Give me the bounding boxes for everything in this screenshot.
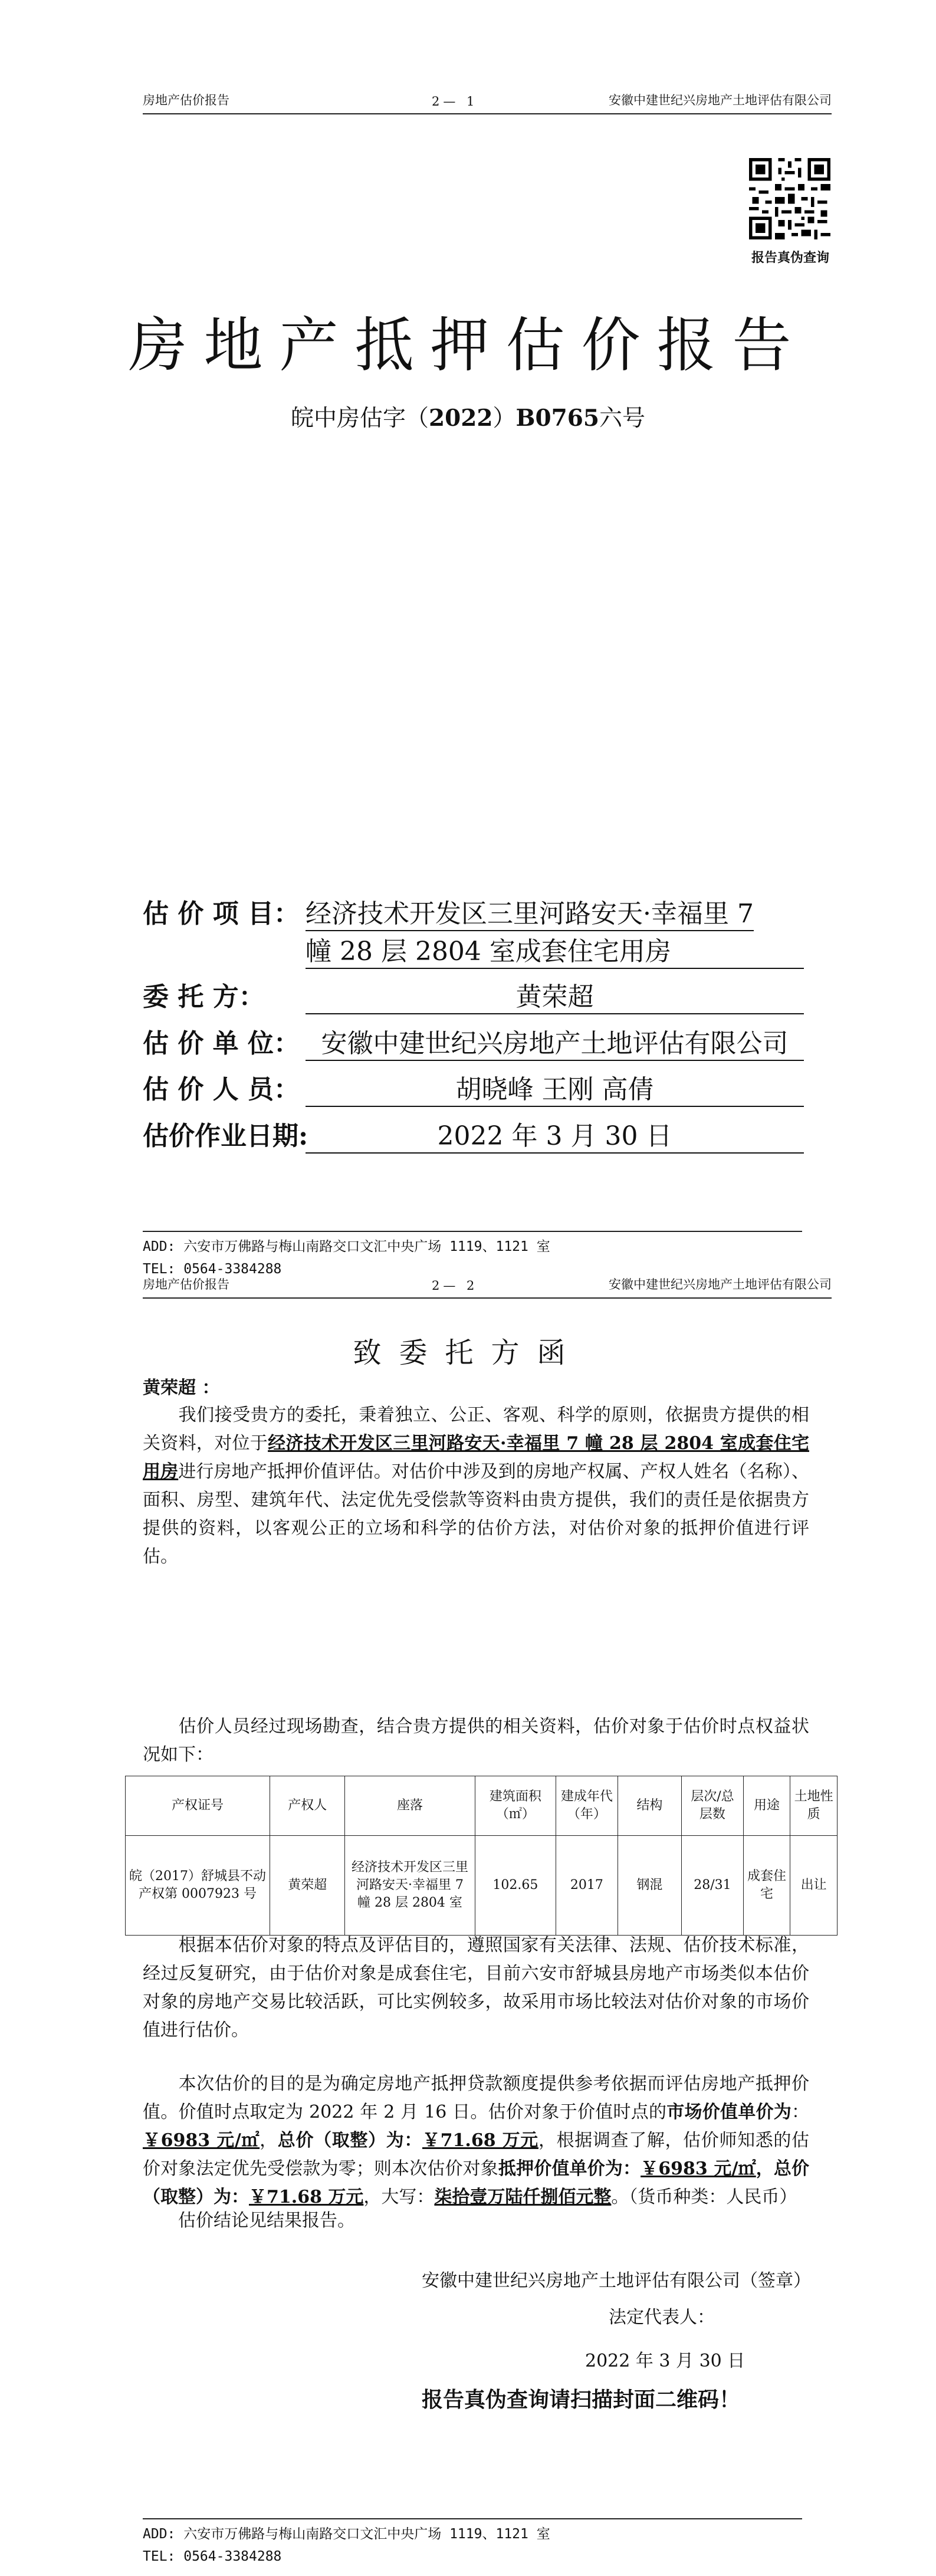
para4-market-total: ￥71.68 万元 bbox=[422, 2130, 538, 2151]
para4-mortgage-total-label: ，总价（取整）为： bbox=[143, 2158, 810, 2207]
para1-c: 进行房地产抵押价值评估。对估价中涉及到的房地产权属、产权人姓名（名称）、面积、房型、建筑年代、法定优先受偿款等资料由贵方提供，我们的责任是依据贵方提供的资料，以客观公正的立场和科学的估价方法，对估价对象的抵押价值进行评估。 bbox=[143, 1461, 810, 1567]
staff-label: 估 价 人 员： bbox=[143, 1075, 300, 1105]
header-page-number: 2— 1 bbox=[432, 94, 478, 109]
para4-mortgage-unit-label: 抵押价值单价为： bbox=[498, 2158, 641, 2179]
project-value-line2: 幢 28 层 2804 室成套住宅用房 bbox=[306, 930, 804, 969]
col-header: 层次/总层数 bbox=[682, 1776, 743, 1836]
para3-text: 根据本估价对象的特点及评估目的，遵照国家有关法律、法规、估价技术标准，经过反复研究，由于估价对象是成套住宅，目前六安市舒城县房地产市场类似本估价对象的房地产交易比较活跃，可比实例较多，故采用市场比较法对估价对象的市场价值进行估价。 bbox=[143, 1935, 809, 2041]
client-label: 委 托 方： bbox=[143, 982, 265, 1012]
doc-no-mid: ） bbox=[492, 405, 516, 432]
footer-rule bbox=[143, 1231, 802, 1232]
header-page-number: 2— 2 bbox=[432, 1279, 478, 1293]
table-header-row bbox=[126, 1776, 838, 1836]
para4-mortgage-total: ￥71.68 万元 bbox=[249, 2187, 364, 2207]
project-value-line1: 经济技术开发区三里河路安天·幸福里 7 bbox=[306, 892, 754, 931]
page-footer-2 bbox=[143, 2523, 550, 2568]
date-label: 估价作业日期: bbox=[143, 1121, 308, 1151]
para4-market-unit-price: ￥6983 元/㎡ bbox=[143, 2130, 260, 2151]
para4-amount-in-words: 柒拾壹万陆仟捌佰元整 bbox=[434, 2187, 612, 2207]
para4-market-unit-label: 市场价值单价为 bbox=[666, 2102, 792, 2122]
legal-representative: 法定代表人： bbox=[609, 2307, 715, 2328]
col-header: 土地性质 bbox=[790, 1776, 838, 1836]
page-header-2 bbox=[143, 1274, 832, 1299]
col-header: 产权证号 bbox=[126, 1776, 270, 1836]
staff-value: 胡晓峰 王刚 高倩 bbox=[306, 1068, 804, 1107]
para4-market-total-label: 总价（取整）为： bbox=[277, 2130, 422, 2151]
para2-text: 估价人员经过现场勘查，结合贵方提供的相关资料，估价对象于估价时点权益状况如下： bbox=[143, 1716, 809, 1765]
cell-area: 102.65 bbox=[475, 1836, 556, 1936]
company-signature: 安徽中建世纪兴房地产土地评估有限公司（签章） bbox=[422, 2271, 811, 2291]
verification-notice: 报告真伪查询请扫描封面二维码！ bbox=[422, 2387, 741, 2412]
footer-address: ADD: 六安市万佛路与梅山南路交口文汇中央广场 1119、1121 室 bbox=[143, 1239, 550, 1254]
doc-no-prefix: 皖中房估字（ bbox=[290, 405, 429, 432]
para1-a: 我们接受贵方的委托，秉着独立、公正、客观、科学的原则，依据贵方提供的相关资料，对位于 bbox=[143, 1405, 809, 1454]
footer-address: ADD: 六安市万佛路与梅山南路交口文汇中央广场 1119、1121 室 bbox=[143, 2526, 550, 2542]
paragraph-1 bbox=[143, 1401, 809, 1571]
cell-location: 经济技术开发区三里河路安天·幸福里 7 幢 28 层 2804 室 bbox=[345, 1836, 475, 1936]
col-header: 用途 bbox=[743, 1776, 790, 1836]
letter-title: 致委托方函 bbox=[353, 1336, 583, 1369]
footer-tel: TEL: 0564-3384288 bbox=[143, 2549, 282, 2564]
salutation: 黄荣超 ： bbox=[143, 1378, 220, 1398]
col-header: 结构 bbox=[618, 1776, 682, 1836]
col-header: 座落 bbox=[345, 1776, 475, 1836]
col-header: 产权人 bbox=[270, 1776, 345, 1836]
header-right: 安徽中建世纪兴房地产土地评估有限公司 bbox=[609, 93, 832, 107]
paragraph-2 bbox=[143, 1713, 809, 1769]
cell-cert-no: 皖（2017）舒城县不动产权第 0007923 号 bbox=[126, 1836, 270, 1936]
org-label: 估 价 单 位： bbox=[143, 1029, 300, 1059]
report-title: 房地产抵押估价报告 bbox=[128, 311, 808, 380]
para4-h: ，根据调查了解，估价师知悉的估价对象法定优先受偿款为零；则本次估价对象 bbox=[143, 2130, 810, 2179]
footer-rule-2 bbox=[143, 2518, 802, 2519]
cell-structure: 钢混 bbox=[618, 1836, 682, 1936]
project-label: 估 价 项 目： bbox=[143, 899, 300, 929]
paragraph-5 bbox=[143, 2207, 809, 2235]
para4-o: 。（货币种类：人民币） bbox=[611, 2187, 797, 2207]
para4-e: ， bbox=[260, 2130, 278, 2151]
cell-owner: 黄荣超 bbox=[270, 1836, 345, 1936]
para4-m: ，大写： bbox=[363, 2187, 435, 2207]
cell-floor: 28/31 bbox=[682, 1836, 743, 1936]
header-right: 安徽中建世纪兴房地产土地评估有限公司 bbox=[609, 1277, 832, 1292]
para4-a: 本次估价的目的是为确定房地产抵押贷款额度提供参考依据而评估房地产抵押价值。价值时点取定为 2022 年 2 月 16 日。估价对象于价值时点的 bbox=[143, 2074, 809, 2122]
doc-no-suffix: 六号 bbox=[599, 405, 646, 432]
date-value: 2022 年 3 月 30 日 bbox=[306, 1115, 804, 1154]
qr-code-icon[interactable] bbox=[749, 158, 830, 239]
signature-date: 2022 年 3 月 30 日 bbox=[585, 2351, 745, 2371]
doc-no-code: B0765 bbox=[515, 405, 600, 432]
page-header bbox=[143, 90, 832, 114]
paragraph-3 bbox=[143, 1931, 809, 2045]
col-header: 建筑面积（㎡） bbox=[475, 1776, 556, 1836]
property-table bbox=[125, 1776, 838, 1936]
para4-mortgage-unit-price: ￥6983 元/㎡ bbox=[641, 2158, 756, 2179]
doc-no-year: 2022 bbox=[428, 405, 493, 432]
paragraph-4 bbox=[143, 2070, 809, 2212]
footer-tel: TEL: 0564-3384288 bbox=[143, 1261, 282, 1277]
col-header: 建成年代（年） bbox=[556, 1776, 618, 1836]
para4-c: ： bbox=[792, 2102, 810, 2122]
cell-land: 出让 bbox=[790, 1836, 838, 1936]
qr-caption: 报告真伪查询 bbox=[751, 250, 829, 265]
cell-year: 2017 bbox=[556, 1836, 618, 1936]
document-number bbox=[0, 400, 936, 433]
para5-text: 估价结论见结果报告。 bbox=[178, 2210, 355, 2231]
cell-use: 成套住宅 bbox=[743, 1836, 790, 1936]
table-row bbox=[126, 1836, 838, 1936]
para1-address: 经济技术开发区三里河路安天·幸福里 7 幢 28 层 2804 室成套住宅用房 bbox=[143, 1433, 809, 1482]
client-value: 黄荣超 bbox=[306, 975, 804, 1014]
org-value: 安徽中建世纪兴房地产土地评估有限公司 bbox=[306, 1022, 804, 1061]
header-left: 房地产估价报告 bbox=[143, 1277, 229, 1292]
header-left: 房地产估价报告 bbox=[143, 93, 229, 107]
